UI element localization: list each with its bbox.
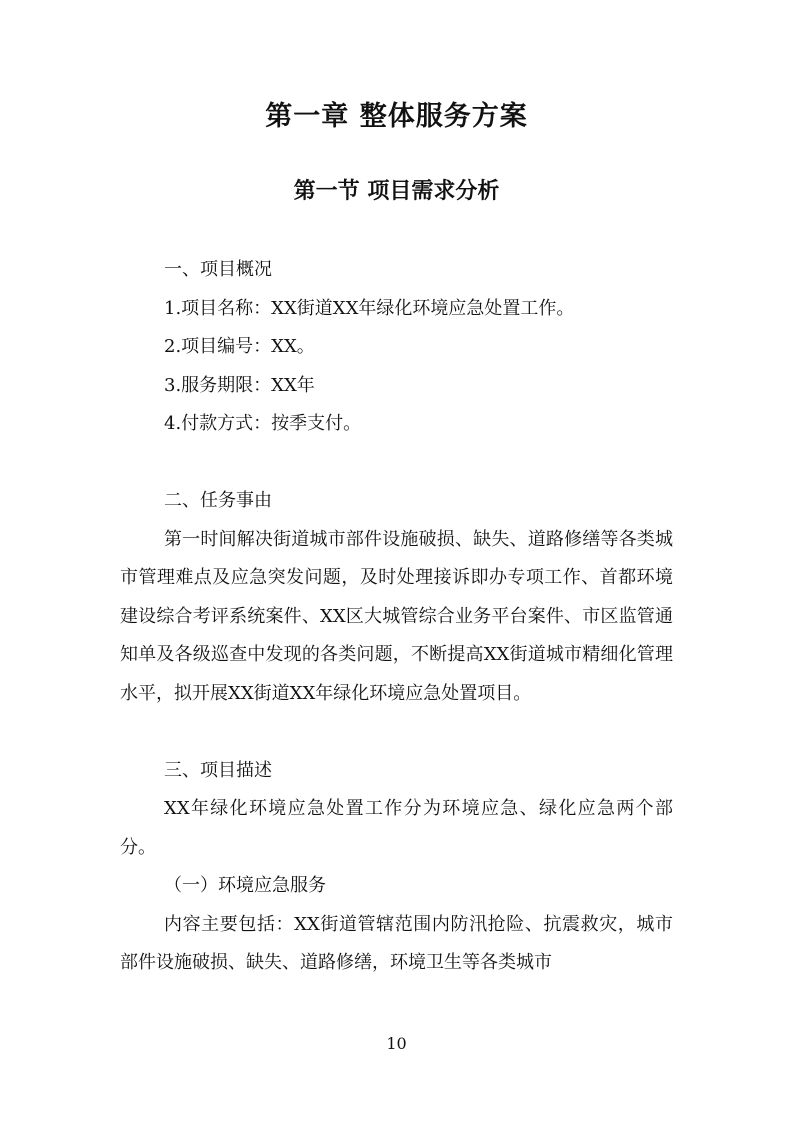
overview-heading: 一、项目概况: [164, 259, 272, 280]
spacer: [120, 713, 673, 752]
description-content: 内容主要包括：XX街道管辖范围内防汛抢险、抗震救灾，城市部件设施破损、缺失、道路修缮，环境卫生等各类城市: [120, 913, 673, 973]
overview-item-period: 3.服务期限：XX年: [164, 374, 315, 396]
chapter-title: 第一章 整体服务方案: [265, 101, 528, 132]
overview-item-name: 1.项目名称：XX街道XX年绿化环境应急处置工作。: [164, 297, 575, 319]
task-heading: 二、任务事由: [164, 490, 272, 511]
description-heading: 三、项目描述: [164, 759, 272, 781]
overview-item-payment: 4.付款方式：按季支付。: [164, 413, 362, 434]
overview-item-number: 2.项目编号：XX。: [164, 336, 315, 357]
spacer: [120, 444, 673, 483]
section-title: 第一节 项目需求分析: [293, 179, 500, 204]
description-subheading: （一）环境应急服务: [164, 875, 326, 896]
description-paragraph: XX年绿化环境应急处置工作分为环境应急、绿化应急两个部分。: [120, 798, 673, 858]
page-number: 10: [386, 1034, 407, 1053]
task-paragraph: 第一时间解决街道城市部件设施破损、缺失、道路修缮等各类城市管理难点及应急突发问题，及时处理接诉即办专项工作、首都环境建设综合考评系统案件、XX区大城管综合业务平台案件、市区监管通知单及各级巡查中发现的各类问题，不断提高XX街道城市精细化管理水平，拟开展XX街道XX年绿化环境应急处置项目。: [120, 528, 673, 704]
document-body: [120, 251, 673, 983]
